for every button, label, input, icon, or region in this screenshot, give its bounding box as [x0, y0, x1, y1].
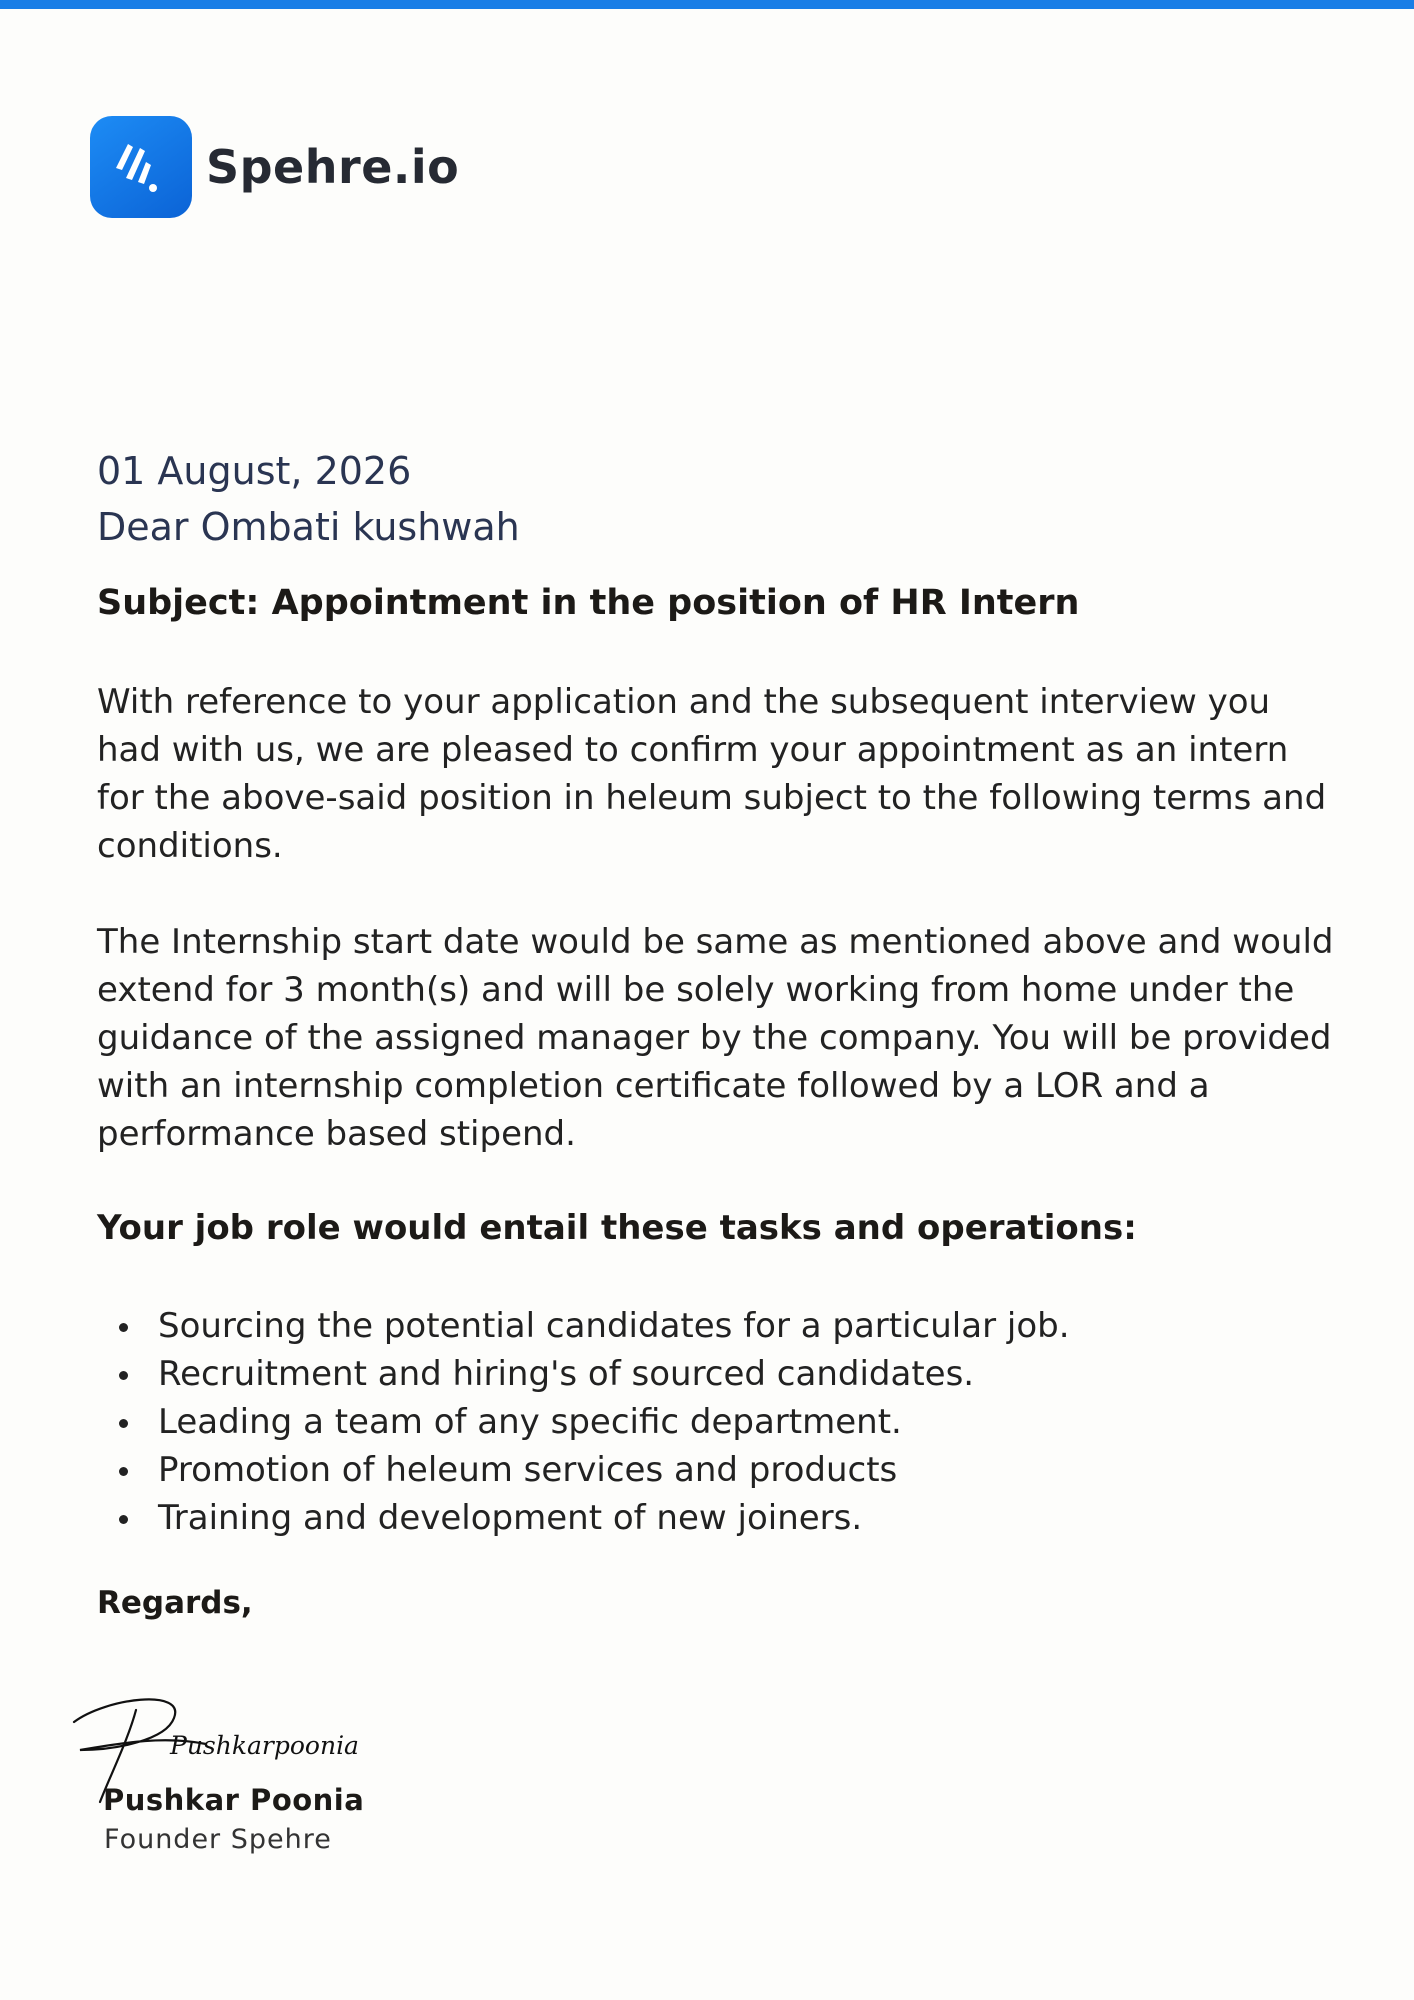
list-item: [97, 1494, 1070, 1542]
bullet-icon: [119, 1323, 128, 1332]
task-list: [97, 1302, 1070, 1542]
closing: Regards,: [97, 1585, 253, 1621]
signer-name: Pushkar Poonia: [103, 1783, 365, 1817]
body-paragraph: The Internship start date would be same as mentioned above and would extend for 3 month(s) and will be solely working from home under the guidance of the assigned manager by the company. You will be provided with an internship completion certificate followed by a LOR and a performance based stipend.: [97, 922, 1334, 1154]
body-paragraph: With reference to your application and the subsequent interview you had with us, we are pleased to confirm your appointment as an intern for the above-said position in heleum subject to the following terms and conditions.: [97, 682, 1327, 866]
brand-header: [90, 116, 459, 218]
task-text: Leading a team of any specific department.: [158, 1402, 902, 1442]
list-item: [97, 1302, 1070, 1350]
task-text: Training and development of new joiners.: [158, 1498, 863, 1538]
subject-line: Subject: Appointment in the position of HR Intern: [97, 583, 1080, 623]
signer-title: Founder Spehre: [104, 1824, 332, 1855]
task-text: Recruitment and hiring's of sourced candidates.: [158, 1354, 975, 1394]
top-accent-bar: [0, 0, 1414, 9]
tasks-heading: Your job role would entail these tasks and operations:: [97, 1208, 1137, 1248]
list-item: [97, 1350, 1070, 1398]
logo-icon: [90, 116, 192, 218]
list-item: [97, 1446, 1070, 1494]
task-text: Promotion of heleum services and products: [158, 1450, 898, 1490]
bullet-icon: [119, 1467, 128, 1476]
task-text: Sourcing the potential candidates for a particular job.: [158, 1306, 1070, 1346]
bullet-icon: [119, 1515, 128, 1524]
salutation: Dear Ombati kushwah: [97, 505, 520, 549]
list-item: [97, 1398, 1070, 1446]
bullet-icon: [119, 1419, 128, 1428]
brand-name: Spehre.io: [206, 140, 460, 194]
signature-text: Pushkarpoonia: [170, 1731, 359, 1760]
bullet-icon: [119, 1371, 128, 1380]
letter-date: 01 August, 2026: [97, 449, 412, 493]
